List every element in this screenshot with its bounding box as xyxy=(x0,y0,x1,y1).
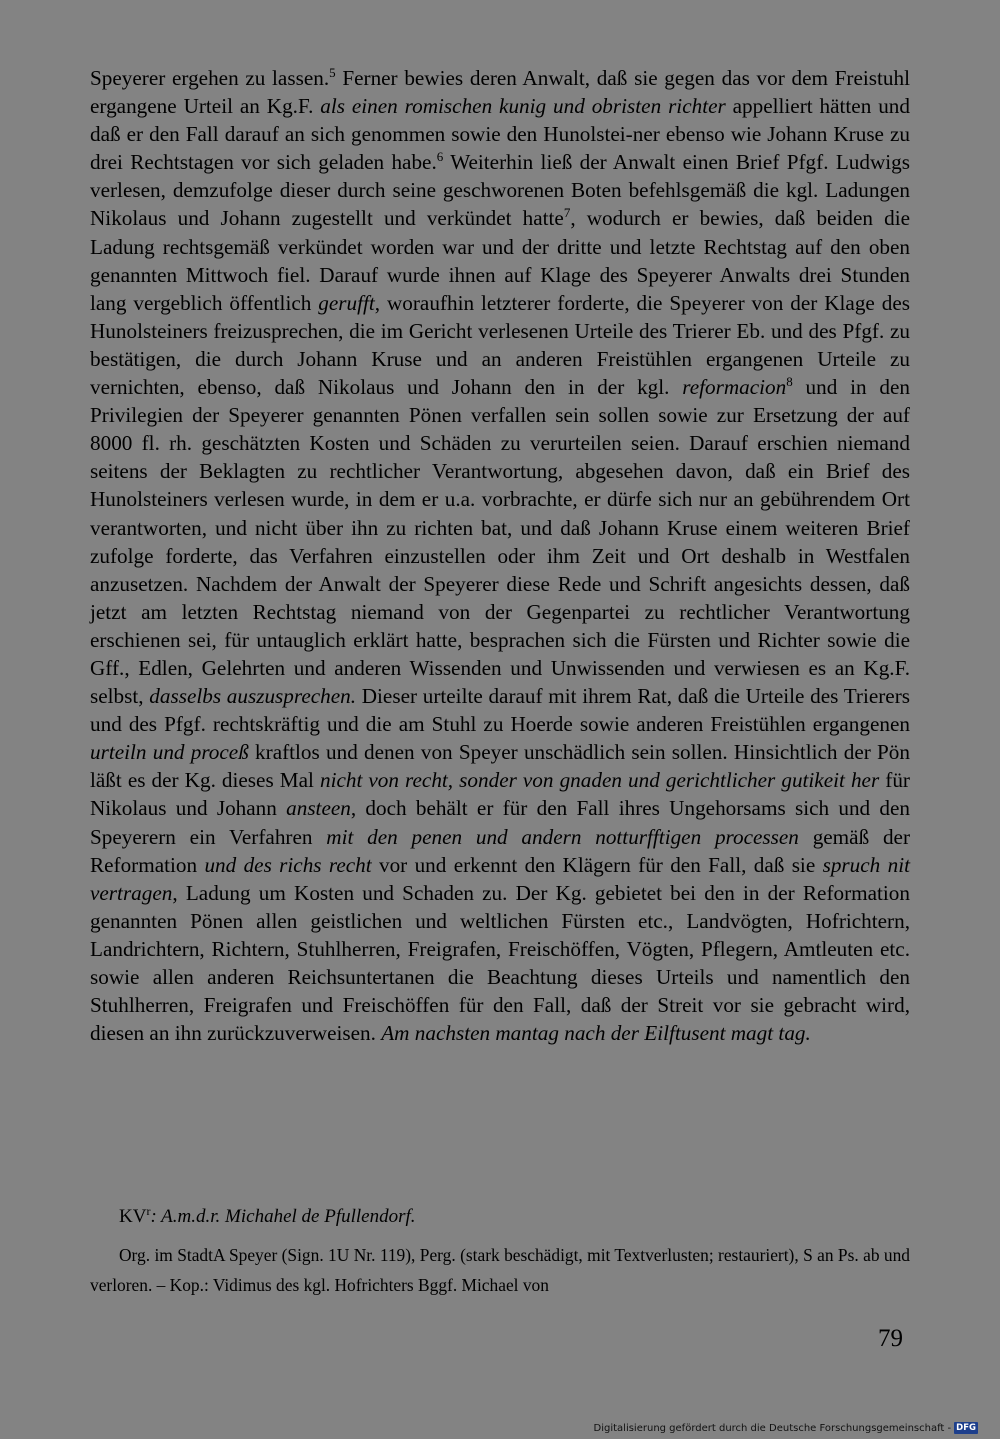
footnote-ref-8[interactable]: 8 xyxy=(786,374,793,390)
chancery-note xyxy=(119,1206,416,1228)
quote-italic: dasselbs auszusprechen. xyxy=(149,684,357,709)
footnote-ref-7[interactable]: 7 xyxy=(563,205,571,221)
footnote-ref-6[interactable]: 6 xyxy=(436,149,444,165)
kv-superscript: r xyxy=(146,1204,151,1218)
quote-italic: reformacion xyxy=(682,375,787,400)
date-italic: Am nachsten mantag nach der Eilftusent magt tag. xyxy=(381,1021,811,1046)
source-note: Org. im StadtA Speyer (Sign. 1U Nr. 119), Perg. (stark beschädigt, mit Textverlusten; restauriert), S an Ps. ab und verloren. – Kop.: Vidimus des kgl. Hofrichters Bggf. Michael von xyxy=(90,1245,910,1295)
kv-label: KV xyxy=(119,1206,147,1227)
dfg-logo-icon[interactable]: DFG xyxy=(956,1423,976,1433)
text-run: für Nikolaus und Johann xyxy=(90,768,910,821)
footnote-ref-5[interactable]: 5 xyxy=(329,65,336,80)
quote-italic: urteiln und proceß xyxy=(90,740,249,765)
text-run: vor und erkennt den Klägern für den Fall, daß sie xyxy=(371,852,823,877)
text-run: , Ladung um Kosten und Schaden zu. Der Kg. gebietet bei den in der Reformation genannten Pönen allen geistlichen und weltlichen Fürsten etc., Landvögten, Hofrichtern, Landrichtern, Richtern, Stuhlherren, Freigrafen, Freischöffen, Vögten, Pflegern, Amtleuten etc. sowie allen anderen Reichsuntertanen die Beachtung dieses Urteils und namentlich den Stuhlherren, Freigrafen und Freischöffen für den Fall, daß der Streit vor sie gebracht wird, diesen an ihn zurückzuverweisen. xyxy=(90,880,910,1046)
text-run: , woraufhin letzterer forderte, die Speyerer von der Klage des Hunolsteiners freizusprechen, die im Gericht verlesenen Urteile des Trierer Eb. und des Pfgf. zu bestätigen, die durch Johann Kruse und an anderen Freistühlen ergangenen Urteile zu vernichten, ebenso, daß Nikolaus und Johann den in der kgl. xyxy=(90,290,910,400)
text-run: , doch behält er für den Fall ihres Ungehorsams sich und den Speyerern ein Verfahren xyxy=(90,796,910,849)
footer-credit xyxy=(594,1422,978,1434)
text-run: Dieser urteilte darauf mit ihrem Rat, daß die Urteile des Trierers und des Pfgf. rechtskräftig und die am Stuhl zu Hoerde sowie anderen Freistühlen ergangenen xyxy=(90,684,911,737)
quote-italic: und des richs recht xyxy=(204,852,372,877)
quote-italic: ansteen xyxy=(286,796,351,821)
text-run: Speyerer ergehen zu lassen. xyxy=(90,66,330,90)
kv-text: : A.m.d.r. Michahel de Pfullendorf. xyxy=(150,1206,416,1227)
text-run: Ferner bewies deren Anwalt, daß sie gegen das vor dem Freistuhl ergangene Urteil an Kg.F. xyxy=(90,66,910,119)
page-number: 79 xyxy=(878,1325,903,1352)
document-page xyxy=(90,64,910,1047)
quote-italic: als einen romischen kunig und obristen richter xyxy=(320,94,726,119)
text-run: Weiterhin ließ der Anwalt einen Brief Pfgf. Ludwigs verlesen, demzufolge dieser durch seine geschworenen Boten befehlsgemäß die kgl. Ladungen Nikolaus und Johann zugestellt und verkündet hatte xyxy=(90,150,910,231)
quote-italic: gerufft xyxy=(318,290,375,315)
main-paragraph xyxy=(90,64,910,1047)
quote-italic: mit den penen und andern notturfftigen processen xyxy=(326,824,799,849)
text-run: kraftlos und denen von Speyer unschädlich sein sollen. Hinsichtlich der Pön läßt es der Kg. dieses Mal xyxy=(90,740,910,793)
text-run: und in den Privilegien der Speyerer genannten Pönen verfallen sein sollen sowie zur Ersetzung der auf 8000 fl. rh. geschätzten Kosten und Schäden zu verurteilen seien. Darauf erschien niemand seitens der Beklagten zu rechtlicher Verantwortung, abgesehen davon, daß ein Brief des Hunolsteiners verlesen wurde, in dem er u.a. vorbrachte, er dürfe sich nur an gebührendem Ort verantworten, und nicht über ihn zu richten bat, und daß Johann Kruse einem weiteren Brief zufolge forderte, das Verfahren einzustellen oder ihm Zeit und Ort deshalb in Westfalen anzusetzen. Nachdem der Anwalt der Speyerer diese Rede und Schrift angesichts dessen, daß jetzt am letzten Rechtstag niemand von der Gegenpartei zu rechtlicher Verantwortung erschienen sei, für untauglich erklärt hatte, besprachen sich die Fürsten und Richter sowie die Gff., Edlen, Gelehrten und anderen Wissenden und Unwissenden und verwiesen es an Kg.F. selbst, xyxy=(90,375,910,709)
footer-text: Digitalisierung gefördert durch die Deutsche Forschungsgemeinschaft - xyxy=(593,1422,952,1434)
quote-italic: spruch nit vertragen xyxy=(90,852,910,905)
quote-italic: nicht von recht, sonder von gnaden und gerichtlicher gutikeit her xyxy=(319,768,880,793)
text-run: appelliert hätten und daß er den Fall darauf an sich genommen sowie den Hunolstei-ner ebenso wie Johann Kruse zu drei Rechtstagen vor sich geladen habe. xyxy=(90,94,910,175)
text-run: , wodurch er bewies, daß beiden die Ladung rechtsgemäß verkündet worden war und der dritte und letzte Rechtstag auf den oben genannten Mittwoch fiel. Darauf wurde ihnen auf Klage des Speyerer Anwalts drei Stunden lang vergeblich öffentlich xyxy=(90,206,910,315)
text-run: gemäß der Reformation xyxy=(90,824,910,877)
